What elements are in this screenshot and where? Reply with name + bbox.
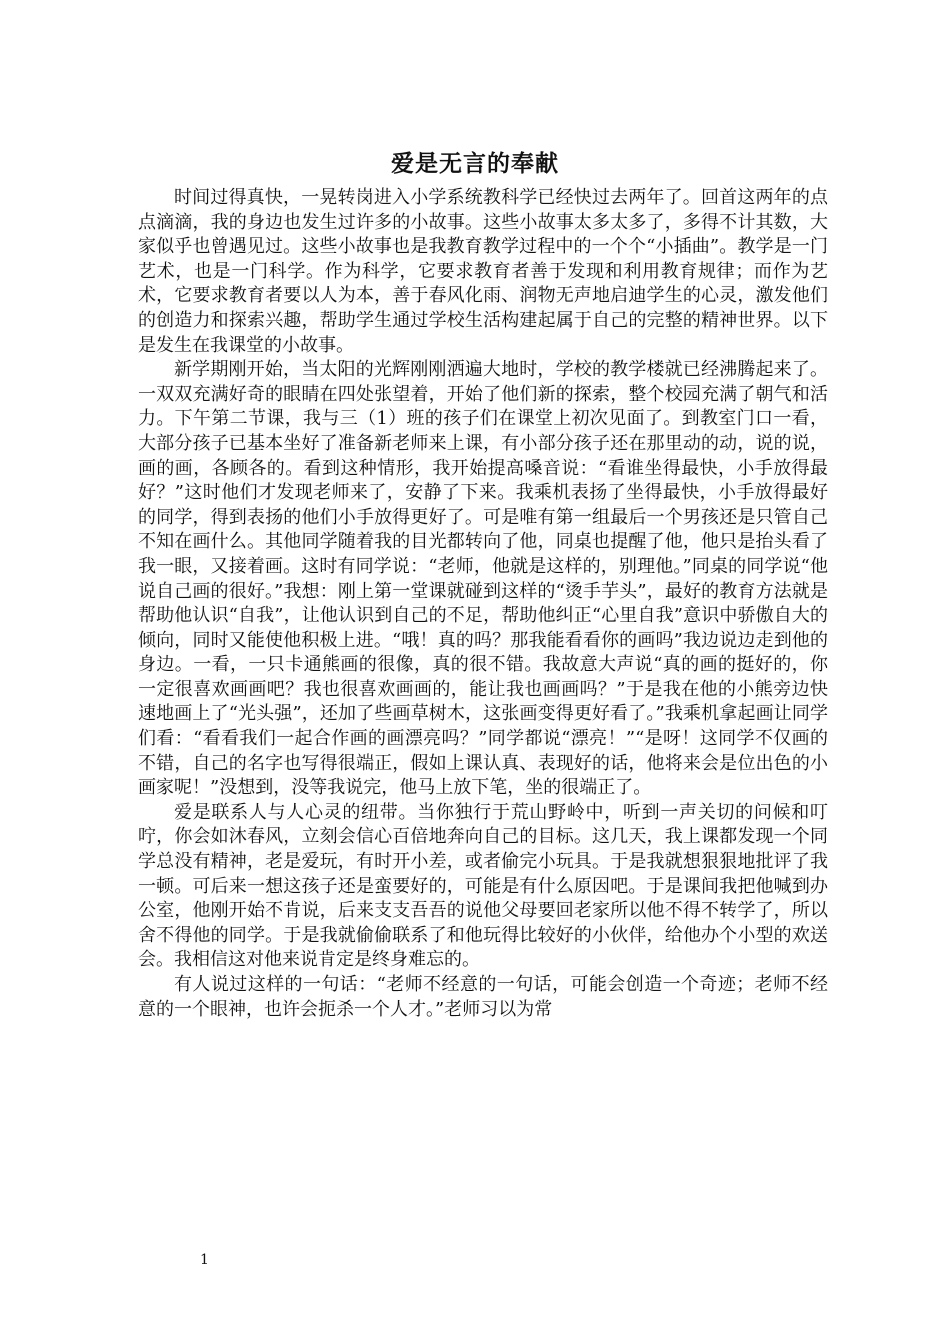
document-body bbox=[138, 186, 828, 1022]
paragraph-first-class-story: 新学期刚开始，当太阳的光辉刚刚洒遍大地时，学校的教学楼就已经沸腾起来了。一双双充满好奇的眼睛在四处张望着，开始了他们新的探索，整个校园充满了朝气和活力。下午第二节课，我与三（1）班的孩子们在课堂上初次见面了。到教室门口一看，大部分孩子已基本坐好了准备新老师来上课，有小部分孩子还在那里动的动，说的说，画的画，各顾各的。看到这种情形，我开始提高嗓音说：“看谁坐得最快，小手放得最好？”这时他们才发现老师来了，安静了下来。我乘机表扬了坐得最快，小手放得最好的同学，得到表扬的他们小手放得更好了。可是唯有第一组最后一个男孩还是只管自己不知在画什么。其他同学随着我的目光都转向了他，同桌也提醒了他，他只是抬头看了我一眼，又接着画。这时有同学说：“老师，他就是这样的，别理他。”同桌的同学说“他说自己画的很好。”我想：刚上第一堂课就碰到这样的“烫手芋头”，最好的教育方法就是帮助他认识“自我”，让他认识到自己的不足，帮助他纠正“心里自我”意识中骄傲自大的倾向，同时又能使他积极上进。“哦！真的吗？那我能看看你的画吗”我边说边走到他的身边。一看，一只卡通熊画的很像，真的很不错。我故意大声说“真的画的挺好的，你一定很喜欢画画吧？我也很喜欢画画的，能让我也画画吗？”于是我在他的小熊旁边快速地画上了“光头强”，还加了些画草树木，这张画变得更好看了。”我乘机拿起画让同学们看：“看看我们一起合作画的画漂亮吗？”同学都说“漂亮！”“是呀！这同学不仅画的不错，自己的名字也写得很端正，假如上课认真、表现好的话，他将来会是位出色的小画家呢！”没想到，没等我说完，他马上放下笔，坐的很端正了。 bbox=[138, 359, 828, 799]
paragraph-love-bond: 爱是联系人与人心灵的纽带。当你独行于荒山野岭中，听到一声关切的问候和叮咛，你会如沐春风，立刻会信心百倍地奔向自己的目标。这几天，我上课都发现一个同学总没有精神，老是爱玩，有时开小差，或者偷完小玩具。于是我就想狠狠地批评了我一顿。可后来一想这孩子还是蛮要好的，可能是有什么原因吧。于是课间我把他喊到办公室，他刚开始不肯说，后来支支吾吾的说他父母要回老家所以他不得不转学了，所以舍不得他的同学。于是我就偷偷联系了和他玩得比较好的小伙伴，给他办个小型的欢送会。我相信这对他来说肯定是终身难忘的。 bbox=[138, 801, 828, 971]
document-title: 爱是无言的奉献 bbox=[391, 150, 559, 177]
page-number: 1 bbox=[200, 1252, 209, 1268]
paragraph-teacher-quote: 有人说过这样的一句话：“老师不经意的一句话，可能会创造一个奇迹；老师不经意的一个眼神，也许会扼杀一个人才。”老师习以为常 bbox=[138, 974, 828, 1020]
paragraph-intro: 时间过得真快，一晃转岗进入小学系统教科学已经快过去两年了。回首这两年的点点滴滴，我的身边也发生过许多的小故事。这些小故事太多太多了，多得不计其数，大家似乎也曾遇见过。这些小故事也是我教育教学过程中的一个个“小插曲”。教学是一门艺术，也是一门科学。作为科学，它要求教育者善于发现和利用教育规律；而作为艺术，它要求教育者要以人为本，善于春风化雨、润物无声地启迪学生的心灵，激发他们的创造力和探索兴趣，帮助学生通过学校生活构建起属于自己的完整的精神世界。以下是发生在我课堂的小故事。 bbox=[138, 187, 828, 356]
